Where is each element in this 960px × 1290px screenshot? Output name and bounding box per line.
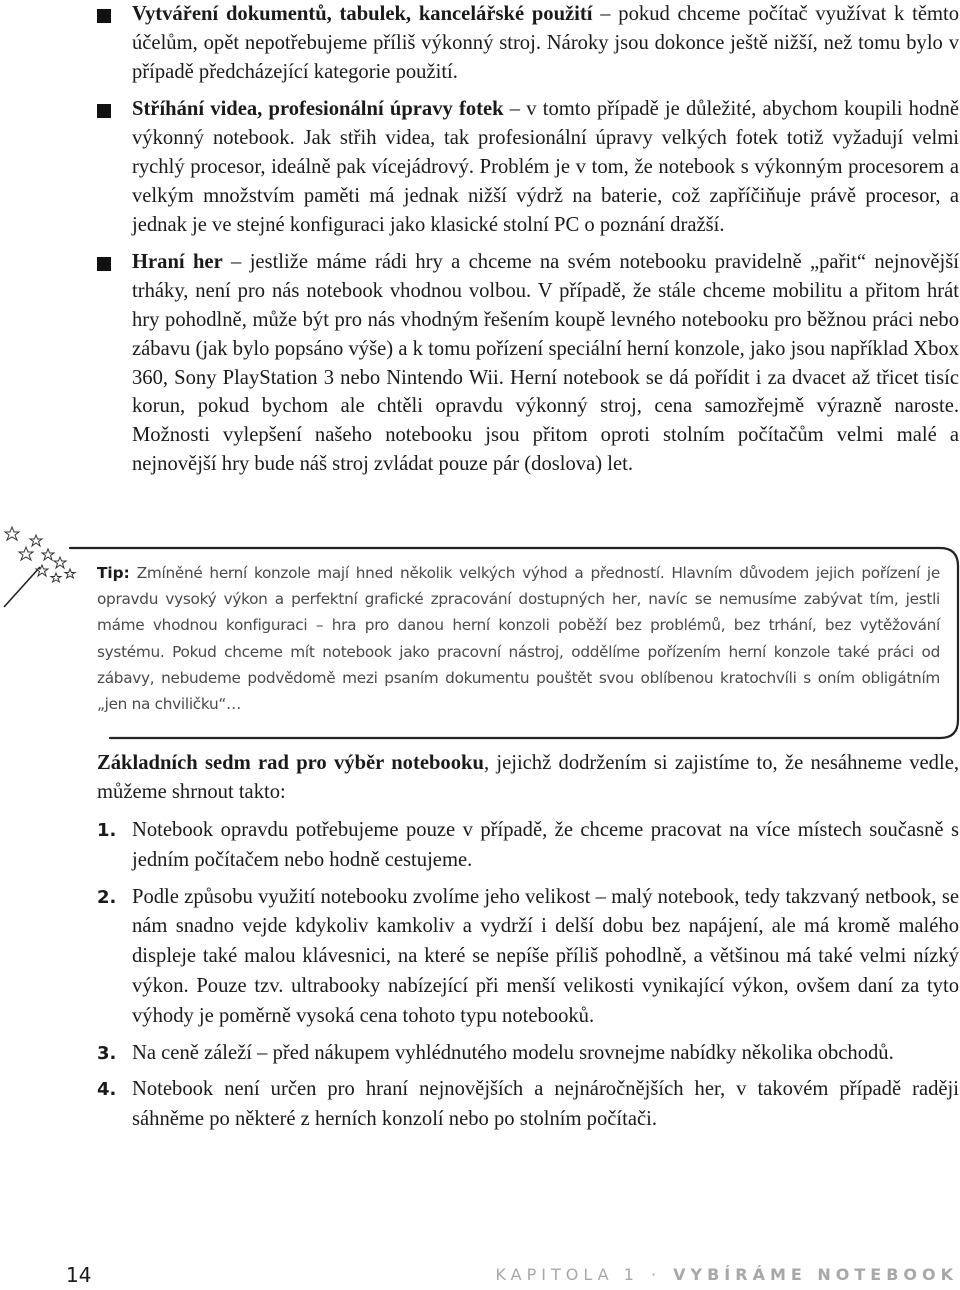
bullet-text: – pokud chceme počítač využívat k těmto účelům, opět nepotřebujeme příliš výkonný stroj. Nároky jsou dokonce ještě nižší, než tomu bylo v případě předcházející kategorie použití. xyxy=(132,3,959,83)
bullet-term: Vytváření dokumentů, tabulek, kancelářské použití xyxy=(132,3,593,25)
list-item xyxy=(97,816,959,876)
rules-list xyxy=(97,816,959,1135)
chapter-separator: · xyxy=(650,1265,662,1284)
bullet-term: Stříhání videa, profesionální úpravy fotek xyxy=(132,98,504,121)
list-item-text: Na ceně záleží – před nákupem vyhlédnutého modelu srovnejme nabídky několika obchodů. xyxy=(132,1041,894,1064)
tip-label: Tip: xyxy=(97,564,130,582)
list-number: 1. xyxy=(97,820,117,841)
bullet-term: Hraní her xyxy=(132,251,223,274)
list-number: 2. xyxy=(97,886,117,908)
intro-bold: Základních sedm rad pro výběr notebooku xyxy=(97,752,484,774)
list-item-text: Podle způsobu využití notebooku zvolíme jeho velikost – malý notebook, tedy takzvaný netbook, se nám snadno vejde kdykoliv kamkoliv a vydrží i delší dobu bez napájení, ale má kromě malého displeje také malou klávesnici, na které se nepíše příliš pohodlně, a většinou má také velmi nízký výkon. Pouze tzv. ultrabooky nabízející při menší velikosti vynikající výkon, ovšem daní za tyto výhody je poměrně vysoká cena tohoto typu notebooků. xyxy=(132,885,959,1027)
page-number: 14 xyxy=(66,1263,92,1287)
chapter-label: KAPITOLA 1 xyxy=(495,1265,639,1284)
list-item-text: Notebook není určen pro hraní nejnovějších a nejnáročnějších her, v takovém případě raději sáhněme po některé z herních konzolí nebo po stolním počítači. xyxy=(132,1078,959,1131)
list-item xyxy=(97,1039,959,1069)
bullet-text: – v tomto případě je důležité, abychom koupili hodně výkonný notebook. Jak střih videa, tak profesionální úpravy velkých fotek totiž vyžadují velmi rychlý procesor, ideálně pak vícejádrový. Problém je v tom, že notebook s výkonným procesorem a velkým množstvím paměti má jednak nižší výdrž na baterie, což zapříčiňuje právě procesor, a jednak je ve stejné konfiguraci jako klasické stolní PC o poznání dražší. xyxy=(132,98,959,236)
chapter-title: VYBÍRÁME NOTEBOOK xyxy=(673,1265,958,1284)
intro-text: , jejichž dodržením si zajistíme to, že nesáhneme vedle, můžeme shrnout takto: xyxy=(97,752,959,803)
tip-box xyxy=(97,560,940,717)
intro-paragraph xyxy=(97,749,959,807)
tip-text: Zmíněné herní konzole mají hned několik velkých výhod a předností. Hlavním důvodem jejich pořízení je opravdu vysoký výkon a perfektní grafické zpracování dostupných her, navíc se nemusíme zabývat tím, jestli máme vhodnou konfiguraci – hra pro danou herní konzoli poběží bez problémů, bez trhání, bez vytěžování systému. Pokud chceme mít notebook jako pracovní nástroj, oddělíme pořízením herní konzole také práci od zábavy, nebudeme podvědomě mezi psaním dokumentu pouštět svou oblíbenou kratochvíli s oním obligátním „jen na chviličku“… xyxy=(97,564,940,714)
list-number: 3. xyxy=(97,1042,117,1064)
magic-wand-icon xyxy=(0,525,80,615)
list-number: 4. xyxy=(97,1079,117,1101)
list-item xyxy=(97,1075,959,1135)
list-item-text: Notebook opravdu potřebujeme pouze v případě, že chceme pracovat na více místech současně s jedním počítačem nebo hodně cestujeme. xyxy=(132,819,959,871)
chapter-running-head xyxy=(495,1265,958,1284)
bullet-text: – jestliže máme rádi hry a chceme na svém notebooku pravidelně „pařit“ nejnovější trháky, není pro nás notebook vhodnou volbou. V případě, že stále chceme mobilitu a přitom hrát hry pohodlně, může být pro nás vhodným řešením koupě levného notebooku pro běžnou práci nebo zábavu (jak bylo popsáno výše) a k tomu pořízení speciální herní konzole, jako jsou například Xbox 360, Sony PlayStation 3 nebo Nintendo Wii. Herní notebook se dá pořídit i za dvacet až třicet tisíc korun, pokud bychom ale chtěli opravdu výkonný stroj, cena samozřejmě výrazně naroste. Možnosti vylepšení našeho notebooku jsou přitom oproti stolním počítačům velmi malé a nejnovější hry bude náš stroj zvládat pouze pár (doslova) let. xyxy=(132,251,960,475)
list-item xyxy=(97,883,959,1032)
